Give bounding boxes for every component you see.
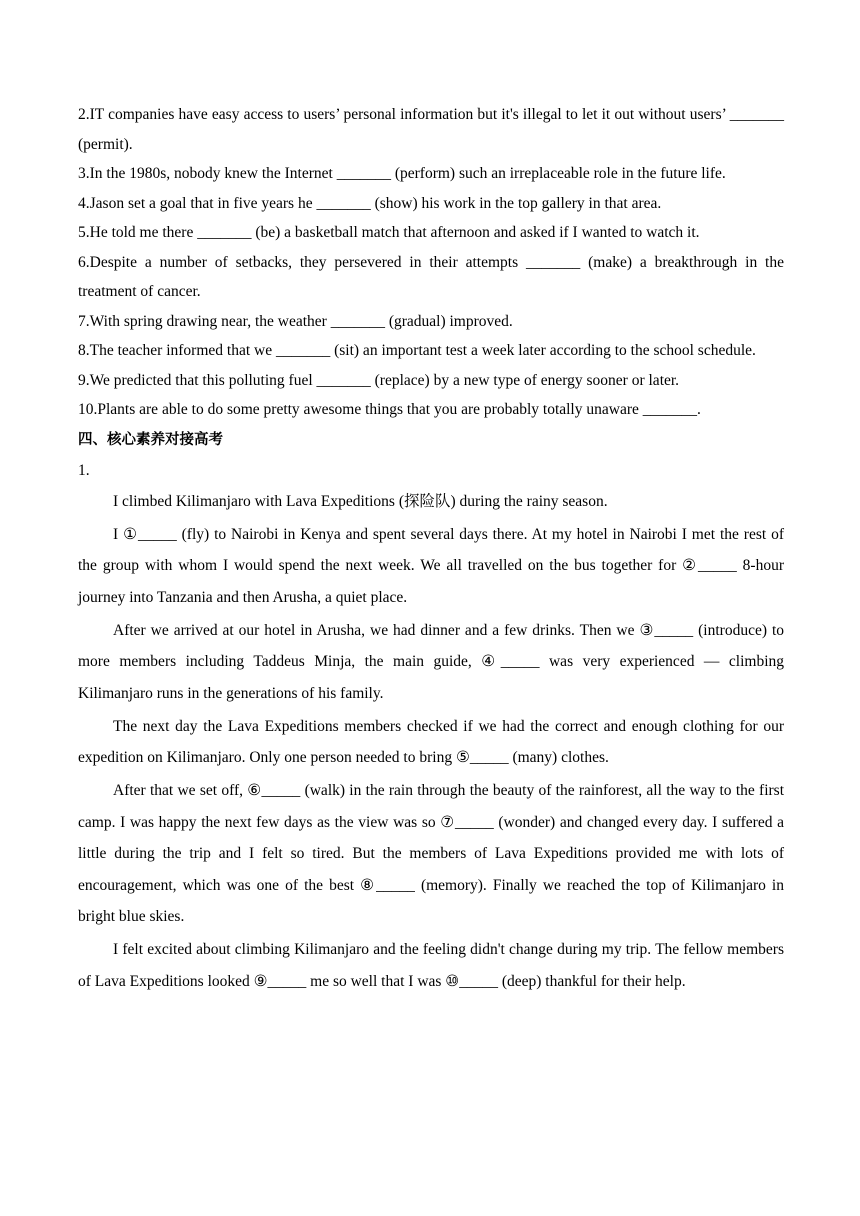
- exercise-item-10: 10.Plants are able to do some pretty awesome things that you are probably totally unaware _______.: [78, 401, 701, 418]
- exercise-item-9: 9.We predicted that this polluting fuel _______ (replace) by a new type of energy sooner or later.: [78, 371, 680, 389]
- exercise-item-8: 8.The teacher informed that we _______ (sit) an important test a week later according to the school schedule.: [78, 342, 756, 359]
- exercise-list: [78, 100, 784, 425]
- document-page: [78, 100, 784, 999]
- exercise-item-7: 7.With spring drawing near, the weather _______ (gradual) improved.: [78, 312, 513, 330]
- passage-paragraph: The next day the Lava Expeditions members checked if we had the correct and enough clothing for our expedition on Kilimanjaro. Only one person needed to bring ⑤_____ (many) clothes.: [78, 717, 784, 766]
- passage-paragraph: I ①_____ (fly) to Nairobi in Kenya and spent several days there. At my hotel in Nairobi I met the rest of the group with whom I would spend the next week. We all travelled on the bus together for ②_____ 8-hour journey into Tanzania and then Arusha, a quiet place.: [78, 525, 784, 606]
- exercise-item-2: 2.IT companies have easy access to users’ personal information but it's illegal to let it out without users’ _______ (permit).: [78, 106, 784, 153]
- exercise-item-5: 5.He told me there _______ (be) a basketball match that afternoon and asked if I wanted to watch it.: [78, 224, 700, 241]
- passage-paragraph: After we arrived at our hotel in Arusha, we had dinner and a few drinks. Then we ③_____ (introduce) to more members including Taddeus Minja, the main guide, ④_____ was very experienced — climbing Kilimanjaro runs in the generations of his family.: [78, 621, 784, 702]
- reading-passage: [78, 486, 784, 998]
- task-number: 1.: [78, 461, 90, 479]
- exercise-item-4: 4.Jason set a goal that in five years he _______ (show) his work in the top gallery in that area.: [78, 194, 662, 212]
- section-heading: 四、核心素养对接高考: [78, 431, 223, 448]
- exercise-item-3: 3.In the 1980s, nobody knew the Internet _______ (perform) such an irreplaceable role in the future life.: [78, 165, 726, 182]
- exercise-item-6: 6.Despite a number of setbacks, they persevered in their attempts _______ (make) a breakthrough in the treatment of cancer.: [78, 253, 784, 300]
- passage-paragraph: I felt excited about climbing Kilimanjaro and the feeling didn't change during my trip. The fellow members of Lava Expeditions looked ⑨_____ me so well that I was ⑩_____ (deep) thankful for their help.: [78, 941, 784, 990]
- passage-paragraph: I climbed Kilimanjaro with Lava Expeditions (探险队) during the rainy season.: [113, 492, 608, 510]
- passage-paragraph: After that we set off, ⑥_____ (walk) in the rain through the beauty of the rainforest, all the way to the first camp. I was happy the next few days as the view was so ⑦_____ (wonder) and changed every day. I suffered a little during the trip and I felt so tired. But the members of Lava Expeditions provided me with lots of encouragement, which was one of the best ⑧_____ (memory). Finally we reached the top of Kilimanjaro in bright blue skies.: [78, 782, 784, 925]
